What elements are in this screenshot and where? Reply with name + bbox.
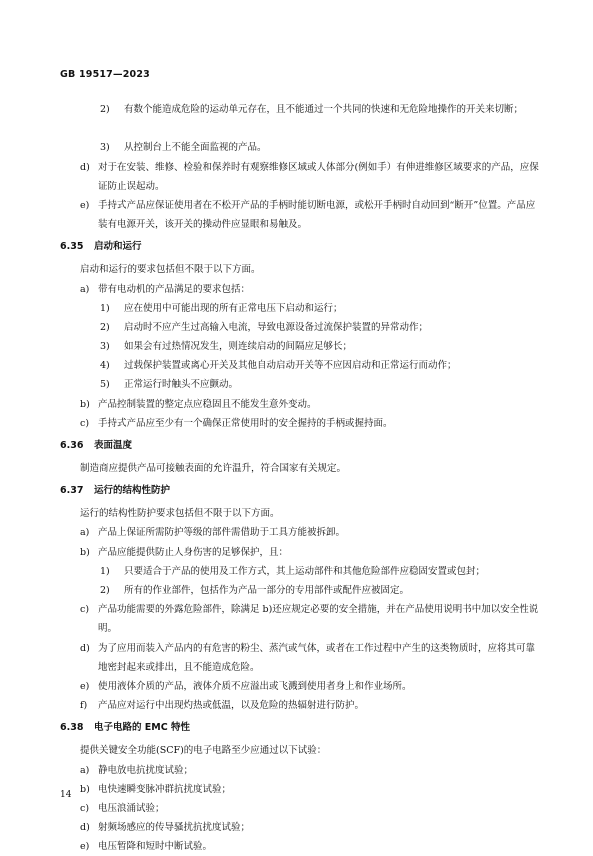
item-marker: 1) [100,565,110,577]
item-marker: 2) [100,584,110,596]
section-title: 表面温度 [94,440,133,452]
item-marker: a) [80,283,90,295]
item-marker: c) [80,417,90,429]
item-text: 带有电动机的产品满足的要求包括： [98,283,251,295]
item-marker: 3) [100,142,110,154]
list-item [60,395,540,414]
item-marker: b) [80,546,90,558]
list-item [60,280,540,299]
list-item [60,600,540,638]
list-item [60,696,540,715]
item-text: 如果会有过热情况发生，则连续启动的间隔应足够长； [124,341,353,353]
item-marker: d) [80,822,90,834]
list-item [60,581,540,600]
section-heading-6-37 [60,478,540,504]
list-item [60,562,540,581]
item-text: 电压浪涌试验； [98,802,165,814]
item-marker: 1) [100,302,110,314]
item-marker: 5) [100,379,110,391]
paragraph [60,459,540,478]
list-item [60,356,540,375]
item-text: 启动时不应产生过高输入电流，导致电源设备过流保护装置的异常动作； [124,321,429,333]
section-title: 启动和运行 [94,241,142,253]
section-number: 6.38 [60,722,84,734]
item-marker: f) [80,700,88,712]
item-text: 过载保护装置或离心开关及其他自动启动开关等不应因启动和正常运行而动作； [124,360,457,372]
item-text: 手持式产品应保证使用者在不松开产品的手柄时能切断电源，或松开手柄时自动回到“断开”位置。产品应装有电源开关，该开关的操动件应显眼和易触及。 [98,199,536,231]
list-item [60,837,540,856]
item-marker: d) [80,161,90,173]
list-item [60,761,540,780]
section-title: 电子电路的 EMC 特性 [94,722,191,734]
item-text: 产品功能需要的外露危险部件，除满足 b)还应规定必要的安全措施，并在产品使用说明书中加以安全性说明。 [98,604,539,635]
list-item [60,780,540,799]
list-item [60,100,540,138]
item-text: 产品控制装置的整定点应稳固且不能发生意外变动。 [98,398,317,410]
item-marker: a) [80,527,90,539]
paragraph [60,260,540,279]
item-text: 正常运行时触头不应颤动。 [124,379,239,391]
item-text: 电压暂降和短时中断试验。 [98,841,213,853]
page-number: 14 [60,790,72,800]
list-item [60,639,540,677]
item-marker: b) [80,783,90,795]
item-text: 电快速瞬变脉冲群抗扰度试验； [98,783,232,795]
item-text: 射频场感应的传导骚扰抗扰度试验； [98,822,251,834]
item-text: 静电放电抗扰度试验； [98,764,194,776]
item-text: 只要适合于产品的使用及工作方式，其上运动部件和其他危险部件应稳固安置或包封； [124,565,486,577]
item-marker: e) [80,841,90,853]
list-item [60,138,540,157]
section-number: 6.37 [60,485,84,497]
paragraph [60,741,540,760]
item-marker: 2) [100,104,110,115]
item-text: 手持式产品应至少有一个确保正常使用时的安全握持的手柄或握持面。 [98,417,393,429]
item-marker: e) [80,680,90,692]
list-item [60,318,540,337]
item-text: 应在使用中可能出现的所有正常电压下启动和运行； [124,302,343,314]
list-item [60,799,540,818]
section-title: 运行的结构性防护 [94,485,171,497]
item-text: 所有的作业部件，包括作为产品一部分的专用部件或配件应被固定。 [124,584,410,596]
item-text: 有数个能造成危险的运动单元存在，且不能通过一个共同的快速和无危险地操作的开关来切断； [124,104,524,115]
paragraph [60,504,540,523]
item-marker: d) [80,642,90,654]
paragraph-text: 运行的结构性防护要求包括但不限于以下方面。 [80,508,280,520]
list-item [60,677,540,696]
section-heading-6-35 [60,234,540,260]
list-item [60,818,540,837]
item-text: 产品上保证所需防护等级的部件需借助于工具方能被拆卸。 [98,527,346,539]
list-item [60,337,540,356]
item-marker: c) [80,802,90,814]
list-item [60,523,540,542]
item-text: 为了应用而装入产品内的有危害的粉尘、蒸汽或气体，或者在工作过程中产生的这类物质时，应将其可靠地密封起来或排出，且不能造成危险。 [98,642,536,673]
item-marker: c) [80,604,90,616]
section-number: 6.35 [60,241,84,253]
item-marker: e) [80,199,90,211]
paragraph-text: 制造商应提供产品可接触表面的允许温升，符合国家有关规定。 [80,463,347,475]
standard-header: GB 19517—2023 [60,69,150,80]
item-marker: 4) [100,360,110,372]
item-text: 对于在安装、维修、检验和保养时有观察维修区域或人体部分(例如手）有伸进维修区域要求的产品，应保证防止误起动。 [98,161,539,192]
list-item [60,543,540,562]
item-marker: a) [80,764,90,776]
section-number: 6.36 [60,440,84,452]
document-body [60,100,540,856]
item-text: 产品应能提供防止人身伤害的足够保护，且： [98,546,289,558]
item-marker: 2) [100,321,110,333]
section-heading-6-36 [60,433,540,459]
list-item [60,414,540,433]
section-heading-6-38 [60,715,540,741]
item-text: 产品应对运行中出现灼热或低温，以及危险的热辐射进行防护。 [98,700,365,712]
paragraph-text: 启动和运行的要求包括但不限于以下方面。 [80,264,261,276]
list-item [60,196,540,234]
list-item [60,158,540,196]
list-item [60,375,540,394]
item-marker: b) [80,398,90,410]
item-text: 从控制台上不能全面监视的产品。 [124,142,267,154]
list-item [60,299,540,318]
paragraph-text: 提供关键安全功能(SCF)的电子电路至少应通过以下试验： [80,745,327,757]
item-marker: 3) [100,341,110,353]
item-text: 使用液体介质的产品，液体介质不应溢出或飞溅到使用者身上和作业场所。 [98,680,412,692]
